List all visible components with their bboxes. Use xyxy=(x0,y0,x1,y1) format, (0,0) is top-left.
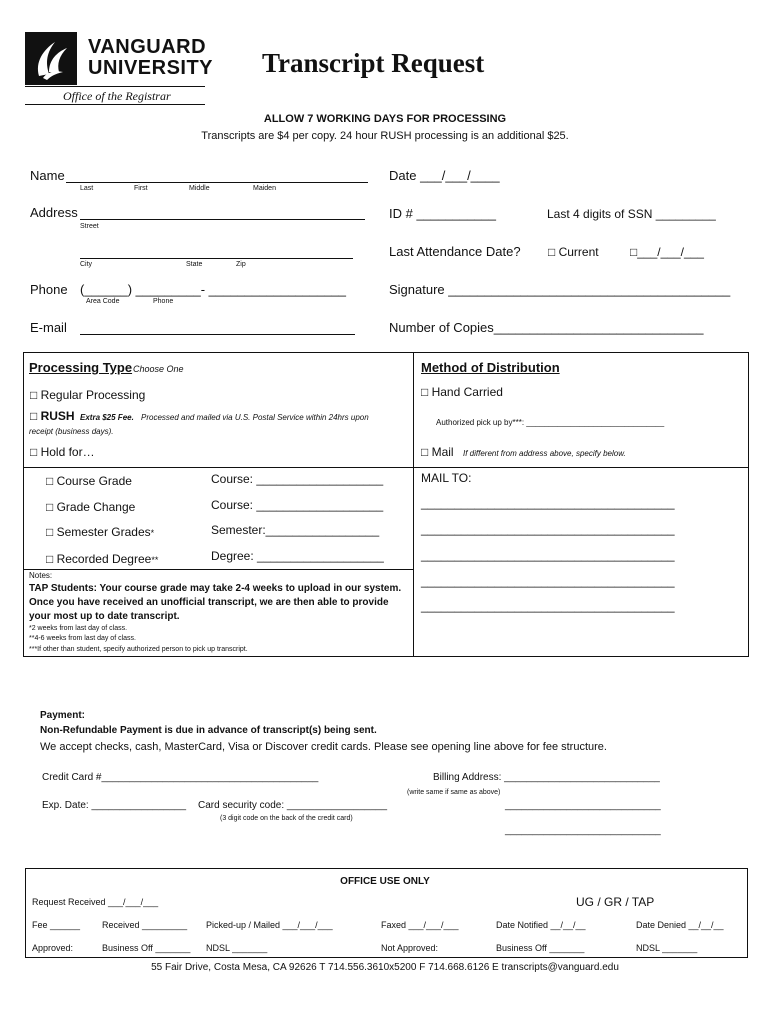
footnote-3: ***If other than student, specify authorized person to pick up transcript. xyxy=(29,646,248,653)
name-input[interactable] xyxy=(66,182,368,183)
footer-contact: 55 Fair Drive, Costa Mesa, CA 92626 T 714.556.3610x5200 F 714.668.6126 E transcripts@vanguard.edu xyxy=(151,962,619,973)
signature-field[interactable]: Signature _______________________________________ xyxy=(389,282,731,297)
copies-field[interactable]: Number of Copies_____________________________ xyxy=(389,320,704,335)
mail-to-label: MAIL TO: xyxy=(421,471,472,485)
mail-to-line-3[interactable]: ______________________________________ xyxy=(421,548,675,562)
date-field[interactable]: Date ___/___/____ xyxy=(389,168,500,183)
mail-to-line-2[interactable]: ______________________________________ xyxy=(421,522,675,536)
flame-icon xyxy=(25,32,77,85)
rush-fee: Extra $25 Fee. xyxy=(80,413,134,422)
last-attendance-label: Last Attendance Date? xyxy=(389,244,521,259)
recorded-degree-checkbox[interactable] xyxy=(46,552,158,566)
name-sub-last: Last xyxy=(80,185,94,192)
date-notified-field[interactable]: Date Notified __/__/__ xyxy=(496,920,586,930)
semester-grades-mark: * xyxy=(150,528,155,538)
state-sub: State xyxy=(186,261,203,268)
payment-label: Payment: xyxy=(40,710,86,721)
phone-sub: Phone xyxy=(153,298,174,305)
recorded-degree-mark: ** xyxy=(151,555,159,565)
grade-change-field[interactable]: Course: ___________________ xyxy=(211,498,384,512)
business-office-not-approved-field[interactable]: Business Off _______ xyxy=(496,943,585,953)
semester-field[interactable]: Semester:_________________ xyxy=(211,523,380,537)
tap-note-2: Once you have received an unofficial transcript, we are then able to provide xyxy=(29,597,389,608)
hand-carried-checkbox[interactable]: □ Hand Carried xyxy=(421,385,503,399)
rush-detail: Processed and mailed via U.S. Postal Service within 24hrs upon xyxy=(141,413,369,422)
area-code-sub: Area Code xyxy=(86,298,120,305)
grade-change-checkbox[interactable]: □ Grade Change xyxy=(46,500,136,514)
page-title: Transcript Request xyxy=(262,48,485,78)
mail-detail: If different from address above, specify below. xyxy=(463,449,626,458)
fee-notice: Transcripts are $4 per copy. 24 hour RUSH processing is an additional $25. xyxy=(201,130,569,142)
notes-divider xyxy=(23,569,413,570)
zip-sub: Zip xyxy=(236,261,246,268)
university-logo-mark xyxy=(25,32,77,85)
ndsl-approved-field[interactable]: NDSL _______ xyxy=(206,943,268,953)
credit-card-field[interactable]: Credit Card #_______________________________________ xyxy=(42,772,319,783)
mail-checkbox[interactable]: □ Mail xyxy=(421,445,454,459)
footnote-1: *2 weeks from last day of class. xyxy=(29,625,128,632)
billing-address-field[interactable]: Billing Address: ____________________________ xyxy=(433,772,660,783)
request-received-field[interactable]: Request Received ___/___/___ xyxy=(32,897,159,907)
security-note: (3 digit code on the back of the credit card) xyxy=(220,815,353,822)
mail-to-line-4[interactable]: ______________________________________ xyxy=(421,574,675,588)
approved-label: Approved: xyxy=(32,943,74,953)
student-level-field[interactable]: UG / GR / TAP xyxy=(576,895,655,909)
address-sub-street: Street xyxy=(80,223,99,230)
billing-note: (write same if same as above) xyxy=(407,789,501,796)
office-name: Office of the Registrar xyxy=(63,89,171,103)
city-state-zip-input[interactable] xyxy=(80,258,353,259)
id-field[interactable]: ID # ___________ xyxy=(389,206,496,221)
name-label: Name xyxy=(30,168,65,183)
business-office-approved-field[interactable]: Business Off _______ xyxy=(102,943,191,953)
course-grade-field[interactable]: Course: ___________________ xyxy=(211,472,384,486)
logo-line-1: VANGUARD xyxy=(88,36,207,58)
city-sub: City xyxy=(80,261,93,268)
name-sub-maiden: Maiden xyxy=(253,185,276,192)
ndsl-not-approved-field[interactable]: NDSL _______ xyxy=(636,943,698,953)
rush-checkbox[interactable]: □ RUSH xyxy=(30,409,75,423)
course-grade-checkbox[interactable]: □ Course Grade xyxy=(46,474,132,488)
received-field[interactable]: Received _________ xyxy=(102,920,188,930)
billing-address-line-2[interactable]: ____________________________ xyxy=(505,800,661,811)
notes-label: Notes: xyxy=(29,571,53,580)
picked-up-mailed-field[interactable]: Picked-up / Mailed ___/___/___ xyxy=(206,920,333,930)
rush-detail-2: receipt (business days). xyxy=(29,427,114,436)
semester-grades-checkbox[interactable] xyxy=(46,525,154,539)
degree-field[interactable]: Degree: ___________________ xyxy=(211,549,384,563)
mail-to-line-1[interactable]: ______________________________________ xyxy=(421,496,675,510)
email-label: E-mail xyxy=(30,320,67,335)
semester-grades-label: □ Semester Grades xyxy=(46,525,151,539)
logo-line-2: UNIVERSITY xyxy=(88,57,214,79)
phone-label: Phone xyxy=(30,282,68,297)
mail-to-line-5[interactable]: ______________________________________ xyxy=(421,599,675,613)
processing-heading: Processing Type xyxy=(29,360,133,375)
processing-choose-one: Choose One xyxy=(133,364,184,374)
faxed-field[interactable]: Faxed ___/___/___ xyxy=(381,920,459,930)
exp-date-field[interactable]: Exp. Date: _________________ xyxy=(42,800,187,811)
logo-divider-bottom xyxy=(25,104,205,105)
distribution-heading: Method of Distribution xyxy=(421,360,560,375)
attendance-date-field[interactable]: □___/___/___ xyxy=(630,245,704,259)
name-sub-first: First xyxy=(134,185,148,192)
hold-for-checkbox[interactable]: □ Hold for… xyxy=(30,445,95,459)
phone-input[interactable]: (______) _________- ___________________ xyxy=(80,282,347,297)
security-code-field[interactable]: Card security code: __________________ xyxy=(198,800,388,811)
processing-notice: ALLOW 7 WORKING DAYS FOR PROCESSING xyxy=(263,113,507,125)
table-divider xyxy=(413,352,414,657)
payment-accept: We accept checks, cash, MasterCard, Visa or Discover credit cards. Please see opening line above for fee structure. xyxy=(40,741,607,753)
billing-address-line-3[interactable]: ____________________________ xyxy=(505,825,661,836)
recorded-degree-label: □ Recorded Degree xyxy=(46,552,152,566)
footnote-2: **4-6 weeks from last day of class. xyxy=(29,635,136,642)
logo-divider xyxy=(25,86,205,87)
office-use-heading: OFFICE USE ONLY xyxy=(340,876,430,887)
tap-note-3: your most up to date transcript. xyxy=(29,611,180,622)
payment-notice: Non-Refundable Payment is due in advance of transcript(s) being sent. xyxy=(40,725,377,736)
table-row-divider xyxy=(23,467,749,468)
not-approved-label: Not Approved: xyxy=(381,943,439,953)
address-label: Address xyxy=(30,205,78,220)
tap-note-1: TAP Students: Your course grade may take 2-4 weeks to upload in our system. xyxy=(29,583,402,594)
current-checkbox[interactable]: □ Current xyxy=(548,245,599,259)
email-input[interactable] xyxy=(80,334,355,335)
authorized-pickup-field[interactable]: Authorized pick up by***: _______________________________ xyxy=(436,418,665,427)
fee-field[interactable]: Fee ______ xyxy=(32,920,81,930)
date-denied-field[interactable]: Date Denied __/__/__ xyxy=(636,920,724,930)
regular-processing-checkbox[interactable]: □ Regular Processing xyxy=(30,388,146,402)
name-sub-middle: Middle xyxy=(189,185,210,192)
ssn-field[interactable]: Last 4 digits of SSN _________ xyxy=(547,207,716,221)
street-input[interactable] xyxy=(80,219,365,220)
